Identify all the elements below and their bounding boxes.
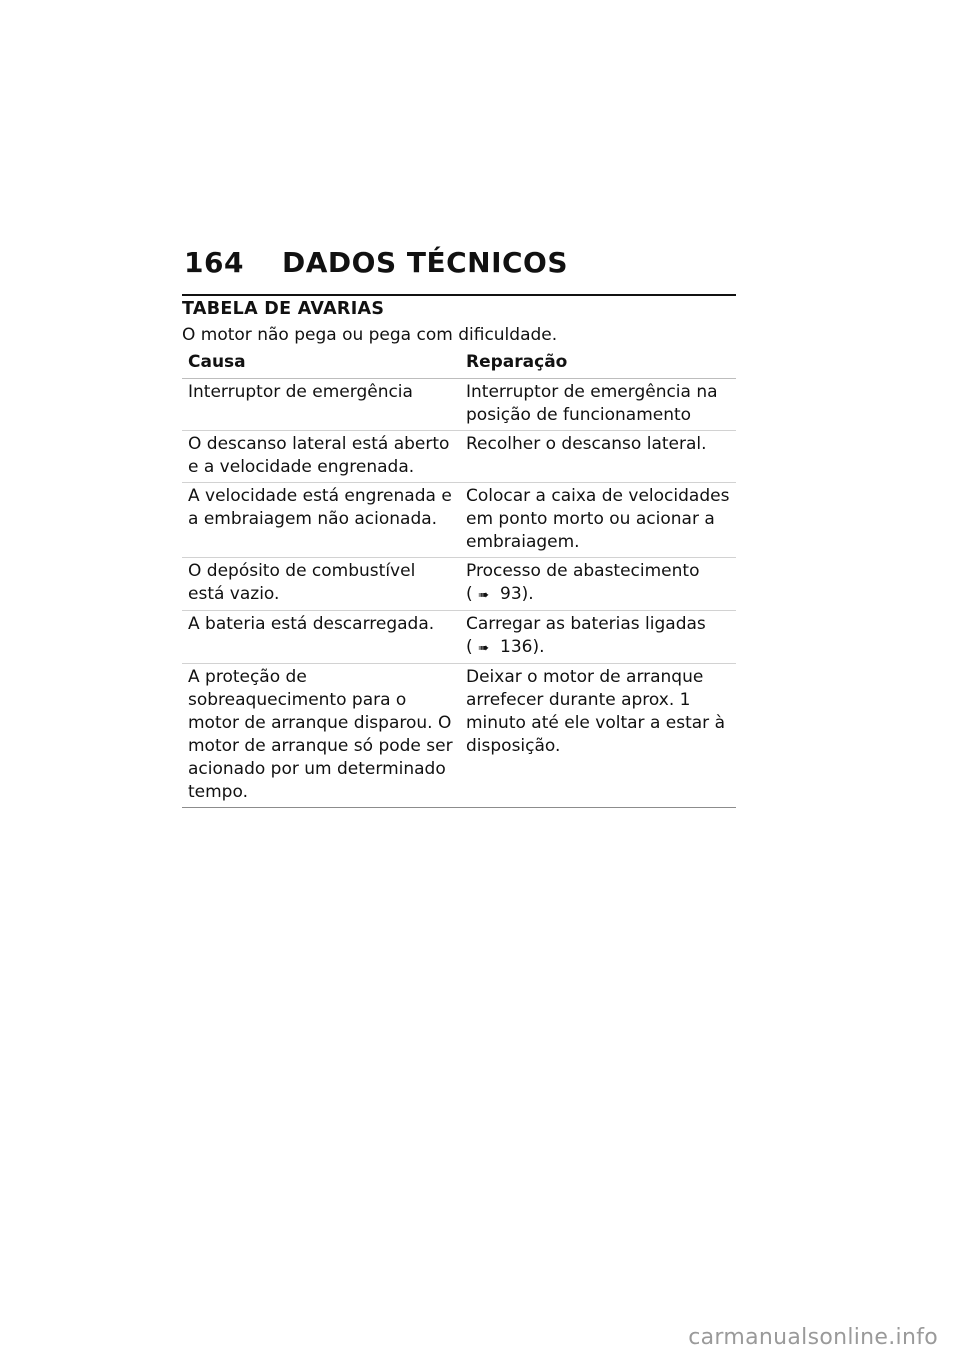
troubleshooting-section	[182, 294, 736, 808]
page-reference-arrow-icon: ➠	[478, 588, 490, 603]
table-header-row	[182, 349, 736, 379]
fix-cell: Colocar a caixa de velocidades em ponto morto ou acionar a embraiagem.	[460, 483, 736, 558]
table-row	[182, 611, 736, 664]
column-header-cause: Causa	[182, 349, 460, 379]
page-reference[interactable]	[466, 583, 730, 607]
ref-open: (	[466, 584, 473, 604]
cause-cell: O depósito de combustível está vazio.	[182, 558, 460, 611]
fix-text: Carregar as baterias ligadas	[466, 614, 706, 634]
fault-table	[182, 349, 736, 808]
column-header-fix: Reparação	[460, 349, 736, 379]
table-row	[182, 558, 736, 611]
cause-cell: Interruptor de emergência	[182, 379, 460, 431]
fix-cell	[460, 611, 736, 664]
page-header	[184, 246, 568, 279]
ref-open: (	[466, 637, 473, 657]
footer-watermark: carmanualsonline.info	[688, 1325, 938, 1350]
section-intro: O motor não pega ou pega com dificuldade.	[182, 325, 558, 345]
cause-cell: A bateria está descarregada.	[182, 611, 460, 664]
cause-cell: O descanso lateral está aberto e a velocidade engrenada.	[182, 431, 460, 483]
table-row	[182, 483, 736, 558]
section-divider	[182, 294, 736, 296]
page-reference-arrow-icon: ➠	[478, 641, 490, 656]
fix-cell: Interruptor de emergência na posição de funcionamento	[460, 379, 736, 431]
cause-cell: A velocidade está engrenada e a embraiagem não acionada.	[182, 483, 460, 558]
page-reference[interactable]	[466, 636, 730, 660]
table-row	[182, 379, 736, 431]
table-row	[182, 431, 736, 483]
ref-page: 93).	[500, 584, 534, 604]
page-number: 164	[184, 246, 244, 279]
chapter-title: DADOS TÉCNICOS	[282, 246, 569, 279]
section-title: TABELA DE AVARIAS	[182, 299, 385, 319]
fix-cell	[460, 558, 736, 611]
fix-cell: Deixar o motor de arranque arrefecer durante aprox. 1 minuto até ele voltar a estar à disposição.	[460, 664, 736, 808]
ref-page: 136).	[500, 637, 545, 657]
cause-cell: A proteção de sobreaquecimento para o motor de arranque disparou. O motor de arranque só pode ser acionado por um determinado tempo.	[182, 664, 460, 808]
fix-cell: Recolher o descanso lateral.	[460, 431, 736, 483]
fix-text: Processo de abastecimento	[466, 561, 700, 581]
table-row	[182, 664, 736, 808]
